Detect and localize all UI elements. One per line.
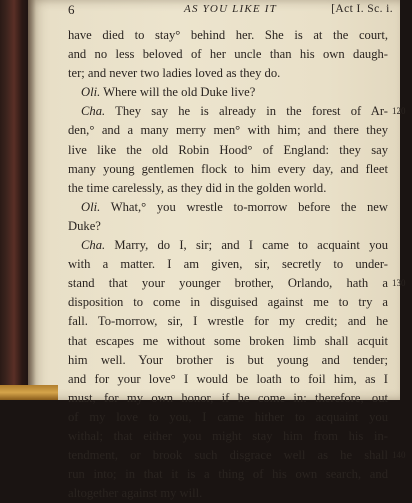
text-line [68, 389, 388, 408]
text-line [68, 255, 388, 274]
text-line [68, 274, 406, 293]
line-text: Duke? [68, 218, 101, 233]
speaker-name: Cha. [81, 104, 106, 119]
text-line [68, 332, 388, 351]
line-text: altogether against my will. [68, 486, 203, 501]
play-text [68, 26, 406, 503]
speaker-name: Oli. [81, 85, 101, 100]
page-number: 6 [68, 2, 75, 17]
line-text: of my love to you, I came hither to acquaint you [68, 409, 388, 424]
text-line [68, 370, 388, 389]
line-number: 120 [392, 106, 406, 117]
text-line [68, 465, 388, 484]
line-text: many young gentlemen flock to him every day, and fleet [68, 161, 388, 176]
line-text: Where will the old Duke live? [100, 85, 256, 100]
speaker-name: Cha. [81, 238, 106, 253]
running-title: AS YOU LIKE IT [184, 3, 277, 15]
line-text: stand that your younger brother, Orlando, hath a [68, 276, 388, 291]
page-header [68, 2, 393, 20]
line-text: withal; that either you might stay him from his in- [68, 428, 388, 443]
line-number: 130 [392, 278, 406, 289]
line-text: him well. Your brother is but young and tender; [68, 352, 388, 367]
line-text: have died to stay° behind her. She is at the court, [68, 28, 388, 42]
text-line [68, 64, 388, 83]
book-page [28, 0, 406, 501]
text-line [68, 351, 388, 370]
line-text: den,° and a many merry men° with him; and there they [68, 123, 388, 138]
speaker-name: Oli. [81, 199, 101, 214]
text-line [68, 141, 388, 160]
text-line [68, 26, 388, 45]
line-text: must, for my own honor, if he come in: therefore, out [68, 390, 388, 405]
line-text: disposition to come in disguised against me to try a [68, 295, 388, 310]
line-text: They say he is already in the forest of Ar- [105, 104, 388, 119]
text-line [68, 484, 388, 503]
line-text: with a matter. I am given, sir, secretly to under- [68, 257, 388, 272]
line-text: live like the old Robin Hood° of England: they say [68, 142, 388, 157]
line-text: What,° you wrestle to-morrow before the new [100, 199, 388, 214]
line-number: 140 [392, 450, 406, 461]
text-line [68, 446, 406, 465]
text-line [68, 217, 388, 236]
line-text: and no less beloved of her uncle than his own daugh- [68, 47, 388, 62]
text-line [68, 121, 388, 140]
line-text: that escapes me without some broken limb shall acquit [68, 333, 388, 348]
act-scene-reference: [Act I. Sc. i. [331, 3, 393, 15]
gold-bookmark [0, 385, 58, 400]
line-text: fall. To-morrow, sir, I wrestle for my credit; and he [68, 314, 388, 329]
line-text: Marry, do I, sir; and I came to acquaint you [105, 238, 388, 253]
text-line [68, 293, 388, 312]
text-line [68, 45, 388, 64]
line-text: ter; and never two ladies loved as they do. [68, 66, 281, 81]
line-text: the time carelessly, as they did in the golden world. [68, 180, 327, 195]
text-line [68, 160, 388, 179]
text-line [68, 408, 388, 427]
text-line [68, 427, 388, 446]
line-text: tendment, or brook such disgrace well as he shall [68, 448, 388, 463]
gutter-shadow [28, 0, 36, 400]
text-line [68, 198, 388, 217]
text-line [68, 236, 388, 255]
line-text: run into; in that it is a thing of his own search, and [68, 467, 388, 482]
text-line [68, 312, 388, 331]
text-line [68, 179, 388, 198]
text-line [68, 83, 388, 102]
text-line [68, 102, 406, 121]
line-text: and for your love° I would be loath to foil him, as I [68, 371, 388, 386]
